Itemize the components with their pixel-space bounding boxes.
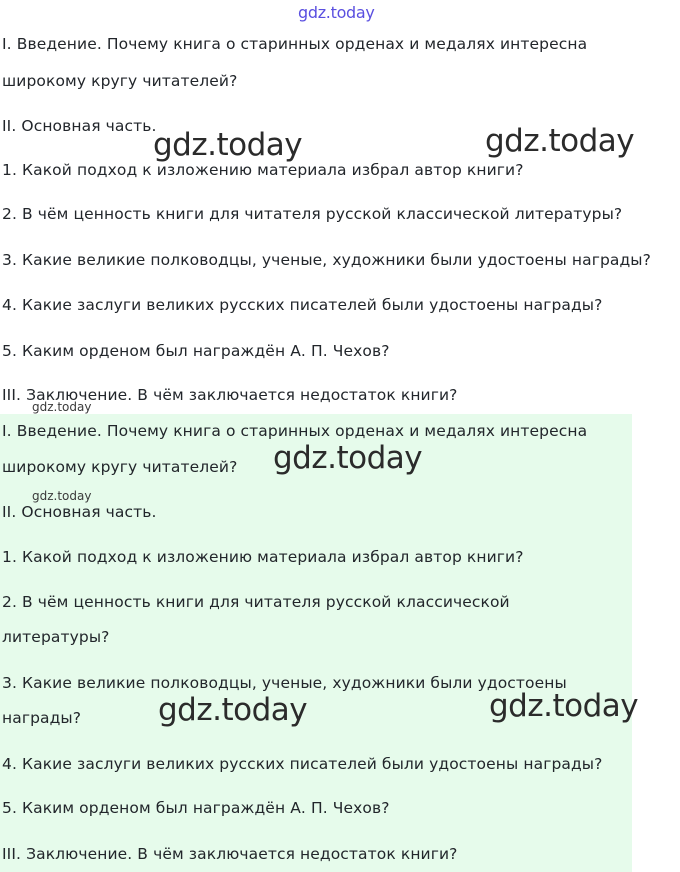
outline-line: 4. Какие заслуги великих русских писателей были удостоены награды?: [2, 296, 603, 314]
site-logo-watermark: gdz.today: [298, 3, 375, 22]
outline-line: II. Основная часть.: [2, 503, 157, 521]
outline-line: 1. Какой подход к изложению материала избрал автор книги?: [2, 548, 524, 566]
watermark: gdz.today: [489, 688, 639, 724]
outline-line: 1. Какой подход к изложению материала избрал автор книги?: [2, 161, 524, 179]
outline-line: II. Основная часть.: [2, 117, 157, 135]
outline-line: I. Введение. Почему книга о старинных орденах и медалях интересна: [2, 35, 588, 53]
watermark: gdz.today: [485, 123, 635, 159]
outline-line: III. Заключение. В чём заключается недостаток книги?: [2, 386, 458, 404]
outline-line: 5. Каким орденом был награждён А. П. Чехов?: [2, 799, 390, 817]
watermark: gdz.today: [32, 489, 92, 503]
outline-line: 5. Каким орденом был награждён А. П. Чехов?: [2, 342, 390, 360]
outline-line: 2. В чём ценность книги для читателя русской классической литературы?: [2, 205, 623, 223]
outline-line: 4. Какие заслуги великих русских писателей были удостоены награды?: [2, 755, 603, 773]
outline-line: 3. Какие великие полководцы, ученые, художники были удостоены: [2, 674, 567, 692]
outline-line: 2. В чём ценность книги для читателя русской классической: [2, 593, 510, 611]
outline-line: награды?: [2, 709, 82, 727]
outline-line: 3. Какие великие полководцы, ученые, художники были удостоены награды?: [2, 251, 651, 269]
watermark: gdz.today: [273, 440, 423, 476]
outline-line: литературы?: [2, 628, 110, 646]
outline-line: III. Заключение. В чём заключается недостаток книги?: [2, 845, 458, 863]
watermark: gdz.today: [153, 127, 303, 163]
outline-line: I. Введение. Почему книга о старинных орденах и медалях интересна: [2, 422, 588, 440]
outline-line: широкому кругу читателей?: [2, 458, 238, 476]
outline-line: широкому кругу читателей?: [2, 72, 238, 90]
watermark: gdz.today: [32, 400, 92, 414]
watermark: gdz.today: [158, 692, 308, 728]
